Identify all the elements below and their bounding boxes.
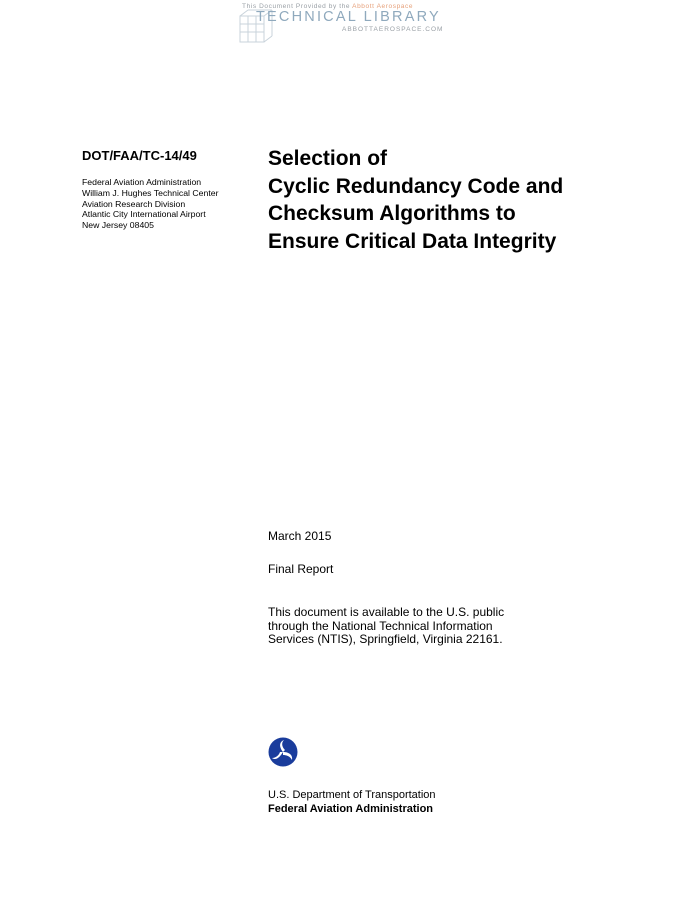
report-number: DOT/FAA/TC-14/49 [82, 148, 197, 163]
report-info [82, 148, 252, 231]
watermark-site: ABBOTTAEROSPACE.COM [342, 26, 444, 33]
watermark-provided-text: This Document Provided by the [242, 3, 351, 10]
availability-statement [268, 606, 588, 647]
watermark-title: TECHNICAL LIBRARY [256, 9, 441, 25]
report-type: Final Report [268, 562, 334, 576]
department-name: U.S. Department of Transportation [268, 789, 436, 801]
agency-block [268, 789, 436, 816]
org-line: New Jersey 08405 [82, 220, 154, 231]
title-line: Selection of [268, 147, 388, 170]
administration-name: Federal Aviation Administration [268, 802, 434, 815]
org-line: Federal Aviation Administration [82, 177, 202, 187]
org-line: Atlantic City International Airport [82, 209, 206, 220]
availability-line: Services (NTIS), Springfield, Virginia 22161. [268, 632, 503, 646]
org-line: Aviation Research Division [82, 198, 186, 209]
org-line: William J. Hughes Technical Center [82, 187, 219, 198]
library-watermark [236, 2, 456, 44]
availability-line: This document is available to the U.S. public [268, 605, 505, 619]
title-line: Checksum Algorithms to [268, 202, 516, 225]
availability-line: through the National Technical Information [268, 618, 493, 633]
document-title [268, 145, 668, 255]
title-line: Cyclic Redundancy Code and [268, 174, 564, 198]
title-line: Ensure Critical Data Integrity [268, 229, 557, 253]
organization-address [82, 177, 252, 231]
watermark-brand: Abbott Aerospace [352, 3, 414, 10]
report-date: March 2015 [268, 529, 332, 543]
dot-triskelion-logo-icon [268, 737, 298, 767]
